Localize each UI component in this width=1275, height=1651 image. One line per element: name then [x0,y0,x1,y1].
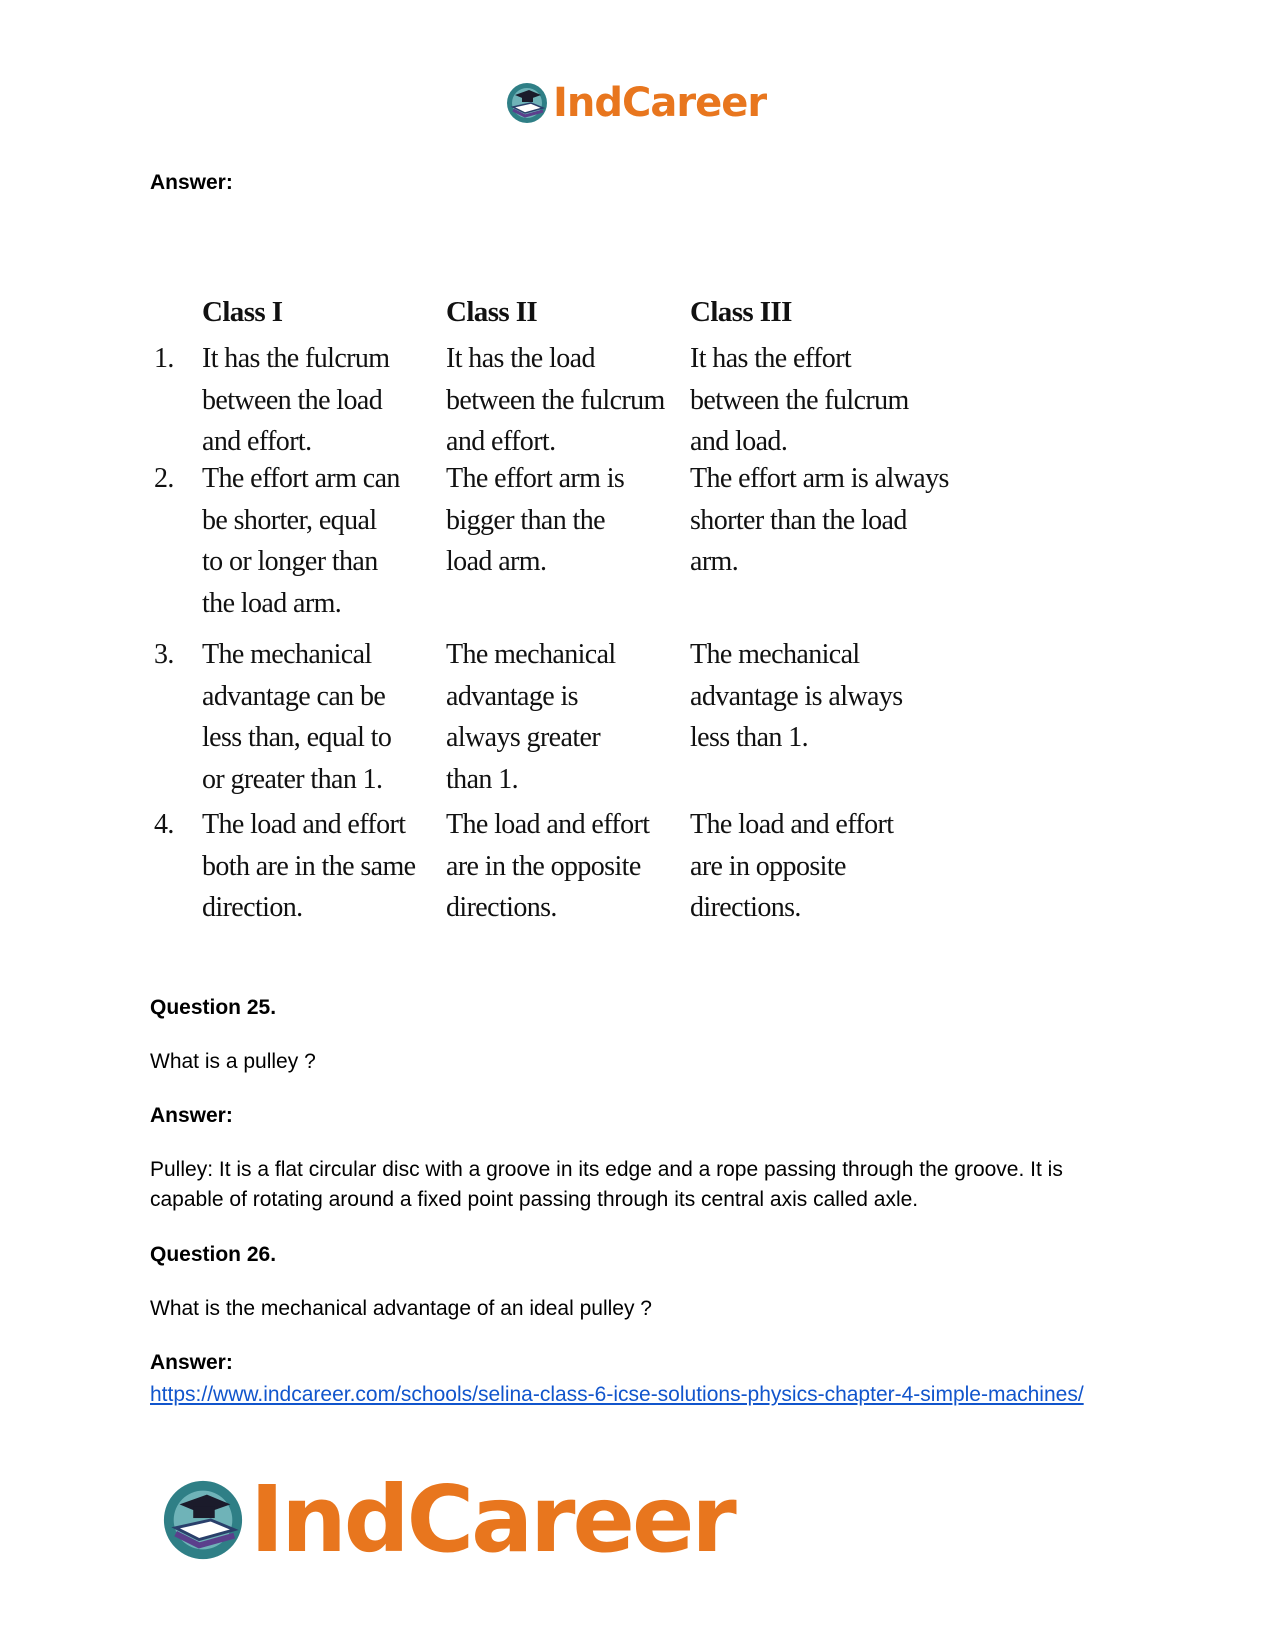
graduation-book-icon [160,1477,246,1563]
row-number: 3. [154,639,174,670]
logo-wordmark: IndCareer [250,1466,734,1573]
logo-wordmark: IndCareer [553,80,767,126]
table-cell: The mechanical advantage is always greater than 1. [446,639,616,795]
table-cell: The effort arm is always shorter than the load arm. [690,463,949,577]
question-26-text: What is the mechanical advantage of an ideal pulley ? [150,1297,652,1320]
table-cell: It has the load between the fulcrum and effort. [446,343,665,457]
answer-label-classes: Answer: [150,171,233,194]
table-cell: The load and effort are in opposite directions. [690,809,894,923]
indcareer-logo-top [505,80,766,126]
table-cell: The load and effort are in the opposite directions. [446,809,650,923]
table-header-class-2: Class II [446,296,538,328]
table-cell: The mechanical advantage can be less than, equal to or greater than 1. [202,639,392,795]
table-header-class-1: Class I [202,296,283,328]
question-26-answer-label: Answer: [150,1351,233,1374]
question-25-answer: Pulley: It is a flat circular disc with a groove in its edge and a rope passing through the groove. It is capable of rotating around a fixed point passing through its central axis called axle. [150,1158,1063,1211]
table-cell: The effort arm can be shorter, equal to or longer than the load arm. [202,463,400,619]
table-cell: It has the fulcrum between the load and effort. [202,343,390,457]
table-cell: The mechanical advantage is always less than 1. [690,639,903,753]
table-cell: The load and effort both are in the same direction. [202,809,416,923]
table-cell: It has the effort between the fulcrum and load. [690,343,909,457]
row-number: 2. [154,463,174,494]
graduation-book-icon [505,81,549,125]
question-25-label: Question 25. [150,996,277,1019]
table-header-class-3: Class III [690,296,792,328]
source-link[interactable]: https://www.indcareer.com/schools/selina-class-6-icse-solutions-physics-chapter-4-simple-machines/ [150,1383,1084,1406]
question-25-answer-label: Answer: [150,1104,233,1127]
table-cell: The effort arm is bigger than the load arm. [446,463,625,577]
indcareer-logo-bottom [160,1466,734,1573]
question-26-label: Question 26. [150,1243,277,1266]
row-number: 4. [154,809,174,840]
row-number: 1. [154,343,174,374]
question-25-text: What is a pulley ? [150,1050,316,1073]
